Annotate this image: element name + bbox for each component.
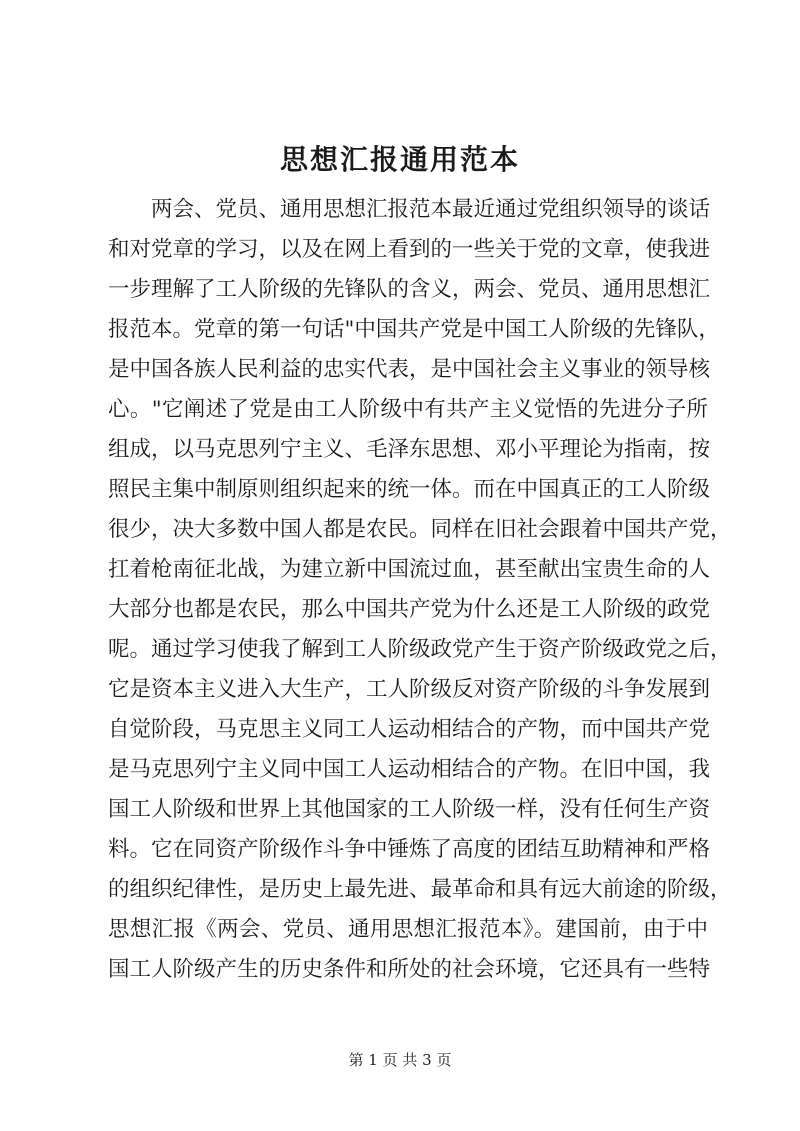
text-line: 是马克思列宁主义同中国工人运动相结合的产物。在旧中国，我 bbox=[108, 757, 711, 782]
text-line: 和对党章的学习，以及在网上看到的一些关于党的文章，使我进 bbox=[108, 237, 711, 262]
text-line: 扛着枪南征北战，为建立新中国流过血，甚至献出宝贵生命的人 bbox=[108, 557, 711, 582]
text-line: 组成，以马克思列宁主义、毛泽东思想、邓小平理论为指南，按 bbox=[108, 437, 711, 462]
text-line: 思想汇报《两会、党员、通用思想汇报范本》。建国前，由于中 bbox=[108, 917, 708, 942]
text-line: 自觉阶段，马克思主义同工人运动相结合的产物，而中国共产党 bbox=[108, 717, 711, 742]
text-line: 的组织纪律性，是历史上最先进、最革命和具有远大前途的阶级， bbox=[108, 877, 732, 902]
page-footer: 第 1 页 共 3 页 bbox=[348, 1051, 452, 1069]
text-line: 心。"它阐述了党是由工人阶级中有共产主义觉悟的先进分子所 bbox=[108, 397, 708, 422]
text-line: 一步理解了工人阶级的先锋队的含义，两会、党员、通用思想汇 bbox=[108, 277, 711, 302]
text-line: 它是资本主义进入大生产，工人阶级反对资产阶级的斗争发展到 bbox=[108, 677, 711, 702]
text-line: 报范本。党章的第一句话"中国共产党是中国工人阶级的先锋队， bbox=[108, 317, 720, 342]
page-title: 思想汇报通用范本 bbox=[279, 143, 520, 176]
text-line: 料。它在同资产阶级作斗争中锤炼了高度的团结互助精神和严格 bbox=[108, 837, 711, 862]
text-line: 国工人阶级产生的历史条件和所处的社会环境，它还具有一些特 bbox=[108, 957, 711, 982]
text-line: 很少，决大多数中国人都是农民。同样在旧社会跟着中国共产党， bbox=[108, 517, 732, 542]
body-paragraph bbox=[108, 190, 732, 990]
text-line: 大部分也都是农民，那么中国共产党为什么还是工人阶级的政党 bbox=[108, 597, 711, 622]
text-line: 两会、党员、通用思想汇报范本最近通过党组织领导的谈话 bbox=[151, 197, 711, 222]
text-line: 呢。通过学习使我了解到工人阶级政党产生于资产阶级政党之后， bbox=[108, 637, 732, 662]
text-line: 是中国各族人民利益的忠实代表，是中国社会主义事业的领导核 bbox=[108, 357, 711, 382]
text-line: 国工人阶级和世界上其他国家的工人阶级一样，没有任何生产资 bbox=[108, 797, 711, 822]
text-line: 照民主集中制原则组织起来的统一体。而在中国真正的工人阶级 bbox=[108, 477, 711, 502]
